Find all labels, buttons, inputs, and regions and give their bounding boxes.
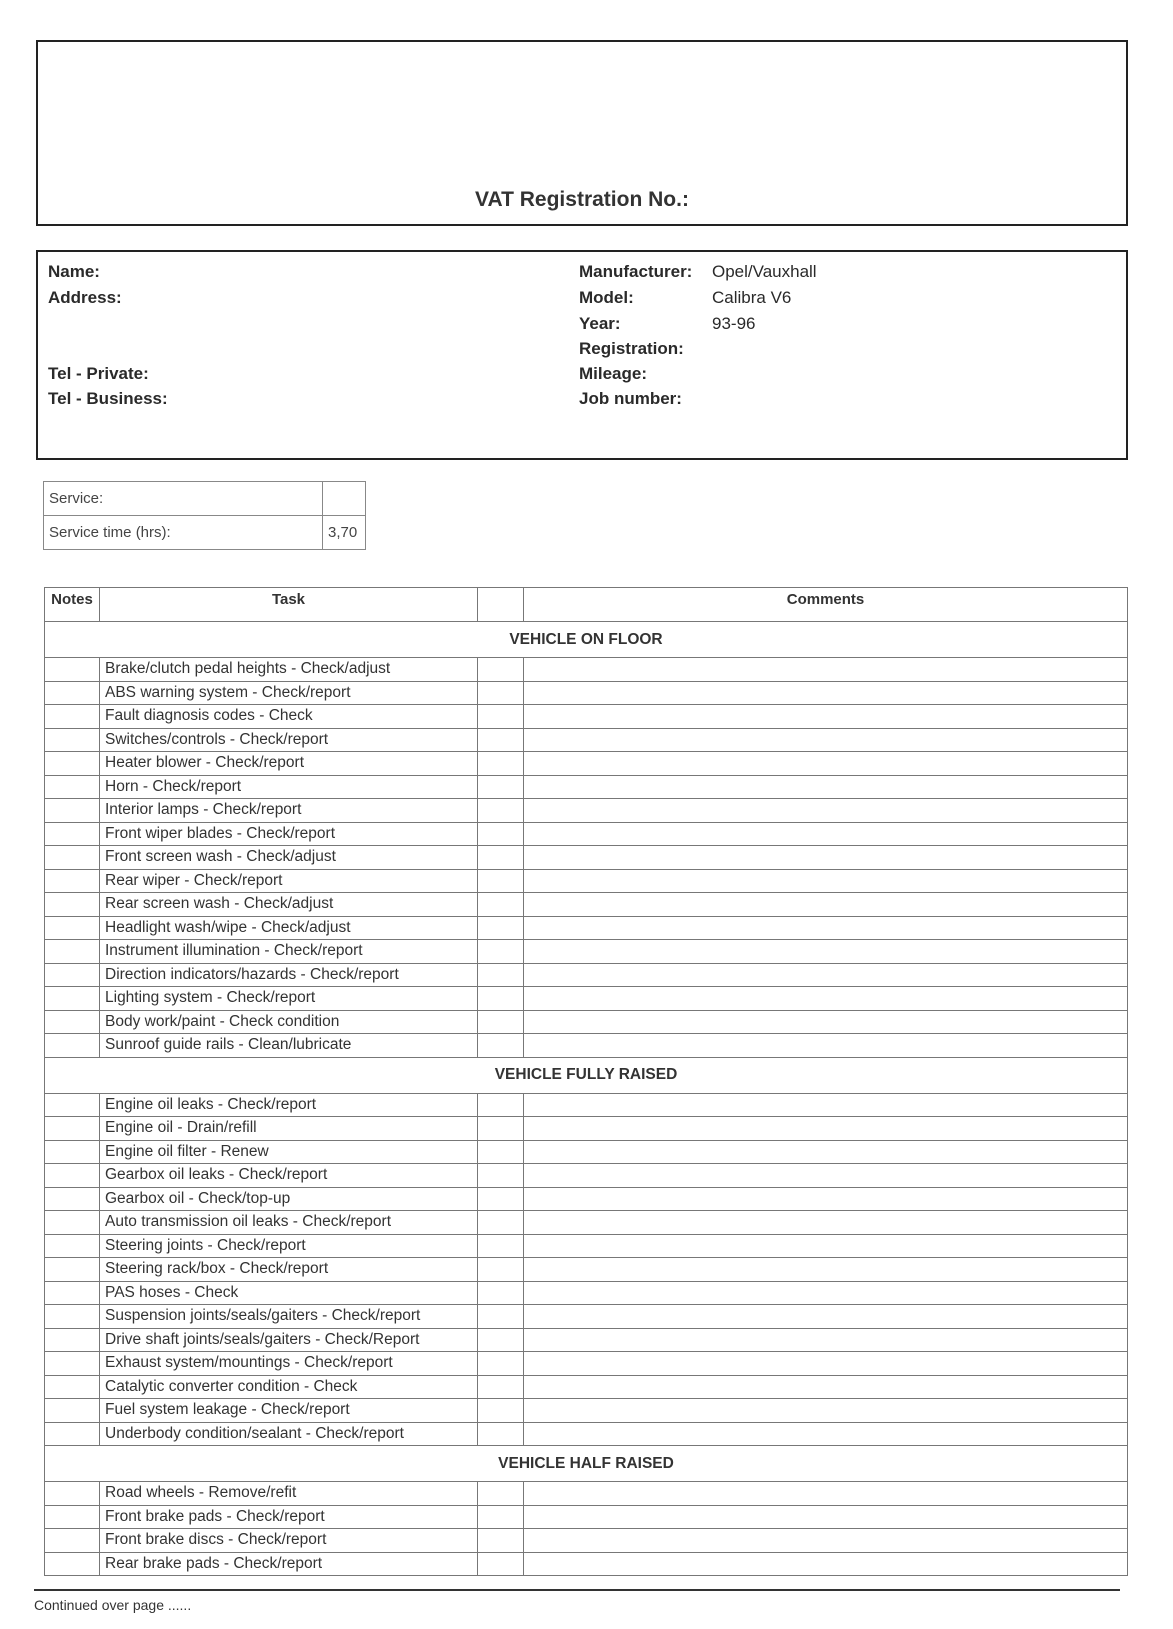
table-row — [45, 963, 1128, 987]
table-row — [45, 1164, 1128, 1188]
table-row — [45, 1258, 1128, 1282]
task-cell: Front wiper blades - Check/report — [100, 822, 478, 846]
check-header — [478, 588, 524, 622]
section-row — [45, 1057, 1128, 1093]
task-cell: Underbody condition/sealant - Check/report — [100, 1422, 478, 1446]
check-cell[interactable] — [478, 940, 524, 964]
notes-cell[interactable] — [45, 1305, 100, 1329]
task-cell: Front brake discs - Check/report — [100, 1529, 478, 1553]
table-row — [45, 1529, 1128, 1553]
task-cell: Steering joints - Check/report — [100, 1234, 478, 1258]
comments-cell[interactable] — [524, 775, 1128, 799]
comments-cell[interactable] — [524, 1375, 1128, 1399]
task-cell: Engine oil filter - Renew — [100, 1140, 478, 1164]
service-time-label: Service time (hrs): — [44, 516, 323, 550]
table-row — [45, 916, 1128, 940]
task-cell: Headlight wash/wipe - Check/adjust — [100, 916, 478, 940]
table-row — [45, 1140, 1128, 1164]
check-cell[interactable] — [478, 1399, 524, 1423]
comments-cell[interactable] — [524, 1505, 1128, 1529]
table-row — [45, 1117, 1128, 1141]
comments-cell[interactable] — [524, 1529, 1128, 1553]
table-row — [45, 1187, 1128, 1211]
table-row — [45, 728, 1128, 752]
model-label: Model: — [579, 288, 634, 307]
table-row — [45, 705, 1128, 729]
notes-cell[interactable] — [45, 705, 100, 729]
table-row — [45, 846, 1128, 870]
table-row — [45, 799, 1128, 823]
check-cell[interactable] — [478, 1187, 524, 1211]
task-cell: Heater blower - Check/report — [100, 752, 478, 776]
continued-note: Continued over page ...... — [34, 1597, 192, 1613]
check-cell[interactable] — [478, 1117, 524, 1141]
task-cell: Lighting system - Check/report — [100, 987, 478, 1011]
vat-box — [36, 40, 1128, 226]
task-cell: Fuel system leakage - Check/report — [100, 1399, 478, 1423]
table-row — [45, 1010, 1128, 1034]
check-cell[interactable] — [478, 1034, 524, 1058]
task-cell: Front screen wash - Check/adjust — [100, 846, 478, 870]
task-cell: Rear screen wash - Check/adjust — [100, 893, 478, 917]
notes-cell[interactable] — [45, 1328, 100, 1352]
check-cell[interactable] — [478, 1010, 524, 1034]
table-row — [45, 1281, 1128, 1305]
comments-cell[interactable] — [524, 1422, 1128, 1446]
task-cell: Gearbox oil - Check/top-up — [100, 1187, 478, 1211]
tel-private-label: Tel - Private: — [48, 364, 149, 383]
notes-cell[interactable] — [45, 728, 100, 752]
check-cell[interactable] — [478, 705, 524, 729]
comments-cell[interactable] — [524, 1552, 1128, 1576]
notes-cell[interactable] — [45, 1034, 100, 1058]
check-cell[interactable] — [478, 1505, 524, 1529]
notes-cell[interactable] — [45, 1140, 100, 1164]
manufacturer-label: Manufacturer: — [579, 262, 693, 281]
comments-cell[interactable] — [524, 799, 1128, 823]
task-cell: Rear brake pads - Check/report — [100, 1552, 478, 1576]
comments-cell[interactable] — [524, 893, 1128, 917]
comments-cell[interactable] — [524, 1211, 1128, 1235]
table-row — [45, 1505, 1128, 1529]
table-row — [45, 1093, 1128, 1117]
notes-cell[interactable] — [45, 916, 100, 940]
task-cell: Engine oil - Drain/refill — [100, 1117, 478, 1141]
table-row — [45, 1328, 1128, 1352]
check-cell[interactable] — [478, 1211, 524, 1235]
task-cell: Switches/controls - Check/report — [100, 728, 478, 752]
check-cell[interactable] — [478, 1258, 524, 1282]
check-cell[interactable] — [478, 916, 524, 940]
table-row — [45, 1375, 1128, 1399]
notes-cell[interactable] — [45, 1281, 100, 1305]
task-body — [45, 622, 1128, 1576]
comments-cell[interactable] — [524, 869, 1128, 893]
notes-cell[interactable] — [45, 1352, 100, 1376]
table-row — [45, 893, 1128, 917]
check-cell[interactable] — [478, 752, 524, 776]
comments-cell[interactable] — [524, 1258, 1128, 1282]
check-cell[interactable] — [478, 869, 524, 893]
comments-cell[interactable] — [524, 846, 1128, 870]
check-cell[interactable] — [478, 681, 524, 705]
notes-cell[interactable] — [45, 1375, 100, 1399]
comments-cell[interactable] — [524, 1352, 1128, 1376]
check-cell[interactable] — [478, 1352, 524, 1376]
notes-cell[interactable] — [45, 1234, 100, 1258]
comments-cell[interactable] — [524, 1117, 1128, 1141]
check-cell[interactable] — [478, 1281, 524, 1305]
notes-cell[interactable] — [45, 1187, 100, 1211]
task-cell: PAS hoses - Check — [100, 1281, 478, 1305]
table-row — [45, 1305, 1128, 1329]
section-title: VEHICLE FULLY RAISED — [45, 1057, 1128, 1093]
check-cell[interactable] — [478, 963, 524, 987]
notes-cell[interactable] — [45, 1117, 100, 1141]
check-cell[interactable] — [478, 1305, 524, 1329]
notes-cell[interactable] — [45, 1552, 100, 1576]
notes-cell[interactable] — [45, 987, 100, 1011]
check-cell[interactable] — [478, 1375, 524, 1399]
comments-cell[interactable] — [524, 1328, 1128, 1352]
comments-cell[interactable] — [524, 1305, 1128, 1329]
comments-header: Comments — [524, 588, 1128, 622]
table-row — [45, 869, 1128, 893]
service-row — [44, 482, 366, 516]
comments-cell[interactable] — [524, 681, 1128, 705]
notes-cell[interactable] — [45, 752, 100, 776]
comments-cell[interactable] — [524, 658, 1128, 682]
table-header-row — [45, 588, 1128, 622]
comments-cell[interactable] — [524, 728, 1128, 752]
table-row — [45, 987, 1128, 1011]
table-row — [45, 940, 1128, 964]
comments-cell[interactable] — [524, 1399, 1128, 1423]
service-value[interactable] — [323, 482, 366, 516]
registration-label: Registration: — [579, 339, 684, 358]
table-row — [45, 775, 1128, 799]
notes-cell[interactable] — [45, 1482, 100, 1506]
check-cell[interactable] — [478, 1093, 524, 1117]
check-cell[interactable] — [478, 1529, 524, 1553]
task-cell: Suspension joints/seals/gaiters - Check/report — [100, 1305, 478, 1329]
check-cell[interactable] — [478, 728, 524, 752]
task-header: Task — [100, 588, 478, 622]
check-cell[interactable] — [478, 1140, 524, 1164]
section-row — [45, 622, 1128, 658]
notes-cell[interactable] — [45, 940, 100, 964]
model-value: Calibra V6 — [712, 288, 792, 307]
check-cell[interactable] — [478, 1552, 524, 1576]
notes-cell[interactable] — [45, 775, 100, 799]
task-table — [44, 587, 1128, 1576]
task-cell: Rear wiper - Check/report — [100, 869, 478, 893]
table-row — [45, 1552, 1128, 1576]
task-cell: Engine oil leaks - Check/report — [100, 1093, 478, 1117]
comments-cell[interactable] — [524, 1281, 1128, 1305]
comments-cell[interactable] — [524, 1482, 1128, 1506]
notes-cell[interactable] — [45, 869, 100, 893]
table-row — [45, 1034, 1128, 1058]
section-title: VEHICLE ON FLOOR — [45, 622, 1128, 658]
check-cell[interactable] — [478, 799, 524, 823]
year-label: Year: — [579, 314, 621, 333]
notes-header: Notes — [45, 588, 100, 622]
table-row — [45, 1422, 1128, 1446]
notes-cell[interactable] — [45, 658, 100, 682]
check-cell[interactable] — [478, 893, 524, 917]
notes-cell[interactable] — [45, 799, 100, 823]
comments-cell[interactable] — [524, 963, 1128, 987]
comments-cell[interactable] — [524, 1010, 1128, 1034]
notes-cell[interactable] — [45, 1258, 100, 1282]
task-cell: Front brake pads - Check/report — [100, 1505, 478, 1529]
notes-cell[interactable] — [45, 963, 100, 987]
task-cell: Auto transmission oil leaks - Check/report — [100, 1211, 478, 1235]
task-cell: Direction indicators/hazards - Check/report — [100, 963, 478, 987]
service-time-row — [44, 516, 366, 550]
table-row — [45, 1234, 1128, 1258]
comments-cell[interactable] — [524, 1140, 1128, 1164]
section-title: VEHICLE HALF RAISED — [45, 1446, 1128, 1482]
notes-cell[interactable] — [45, 1164, 100, 1188]
table-row — [45, 681, 1128, 705]
year-value: 93-96 — [712, 314, 756, 333]
customer-vehicle-box — [36, 250, 1128, 460]
task-cell: Body work/paint - Check condition — [100, 1010, 478, 1034]
service-time-value: 3,70 — [323, 516, 366, 550]
task-cell: Interior lamps - Check/report — [100, 799, 478, 823]
check-cell[interactable] — [478, 1328, 524, 1352]
task-cell: Brake/clutch pedal heights - Check/adjust — [100, 658, 478, 682]
service-label: Service: — [44, 482, 323, 516]
table-row — [45, 752, 1128, 776]
tel-business-label: Tel - Business: — [48, 389, 168, 408]
check-cell[interactable] — [478, 1164, 524, 1188]
check-cell[interactable] — [478, 658, 524, 682]
comments-cell[interactable] — [524, 1234, 1128, 1258]
task-cell: Gearbox oil leaks - Check/report — [100, 1164, 478, 1188]
task-cell: Horn - Check/report — [100, 775, 478, 799]
service-table — [43, 481, 366, 550]
section-row — [45, 1446, 1128, 1482]
task-cell: ABS warning system - Check/report — [100, 681, 478, 705]
comments-cell[interactable] — [524, 1187, 1128, 1211]
comments-cell[interactable] — [524, 987, 1128, 1011]
notes-cell[interactable] — [45, 1505, 100, 1529]
comments-cell[interactable] — [524, 1093, 1128, 1117]
notes-cell[interactable] — [45, 1010, 100, 1034]
comments-cell[interactable] — [524, 705, 1128, 729]
task-cell: Fault diagnosis codes - Check — [100, 705, 478, 729]
vat-registration-label: VAT Registration No.: — [475, 188, 689, 211]
notes-cell[interactable] — [45, 1529, 100, 1553]
comments-cell[interactable] — [524, 1164, 1128, 1188]
check-cell[interactable] — [478, 775, 524, 799]
task-cell: Catalytic converter condition - Check — [100, 1375, 478, 1399]
task-cell: Sunroof guide rails - Clean/lubricate — [100, 1034, 478, 1058]
task-cell: Road wheels - Remove/refit — [100, 1482, 478, 1506]
comments-cell[interactable] — [524, 1034, 1128, 1058]
task-cell: Instrument illumination - Check/report — [100, 940, 478, 964]
table-row — [45, 1482, 1128, 1506]
notes-cell[interactable] — [45, 1211, 100, 1235]
address-label: Address: — [48, 288, 122, 307]
notes-cell[interactable] — [45, 1422, 100, 1446]
table-row — [45, 658, 1128, 682]
notes-cell[interactable] — [45, 846, 100, 870]
notes-cell[interactable] — [45, 1093, 100, 1117]
table-row — [45, 822, 1128, 846]
notes-cell[interactable] — [45, 822, 100, 846]
comments-cell[interactable] — [524, 916, 1128, 940]
notes-cell[interactable] — [45, 893, 100, 917]
comments-cell[interactable] — [524, 752, 1128, 776]
check-cell[interactable] — [478, 1422, 524, 1446]
check-cell[interactable] — [478, 1234, 524, 1258]
table-row — [45, 1211, 1128, 1235]
check-cell[interactable] — [478, 846, 524, 870]
check-cell[interactable] — [478, 822, 524, 846]
name-label: Name: — [48, 262, 100, 281]
task-cell: Exhaust system/mountings - Check/report — [100, 1352, 478, 1376]
check-cell[interactable] — [478, 987, 524, 1011]
table-row — [45, 1399, 1128, 1423]
comments-cell[interactable] — [524, 822, 1128, 846]
table-row — [45, 1352, 1128, 1376]
footer-divider — [34, 1589, 1120, 1591]
mileage-label: Mileage: — [579, 364, 648, 383]
check-cell[interactable] — [478, 1482, 524, 1506]
task-cell: Drive shaft joints/seals/gaiters - Check/Report — [100, 1328, 478, 1352]
notes-cell[interactable] — [45, 1399, 100, 1423]
comments-cell[interactable] — [524, 940, 1128, 964]
manufacturer-value: Opel/Vauxhall — [712, 262, 817, 281]
notes-cell[interactable] — [45, 681, 100, 705]
job-number-label: Job number: — [579, 389, 682, 408]
task-cell: Steering rack/box - Check/report — [100, 1258, 478, 1282]
